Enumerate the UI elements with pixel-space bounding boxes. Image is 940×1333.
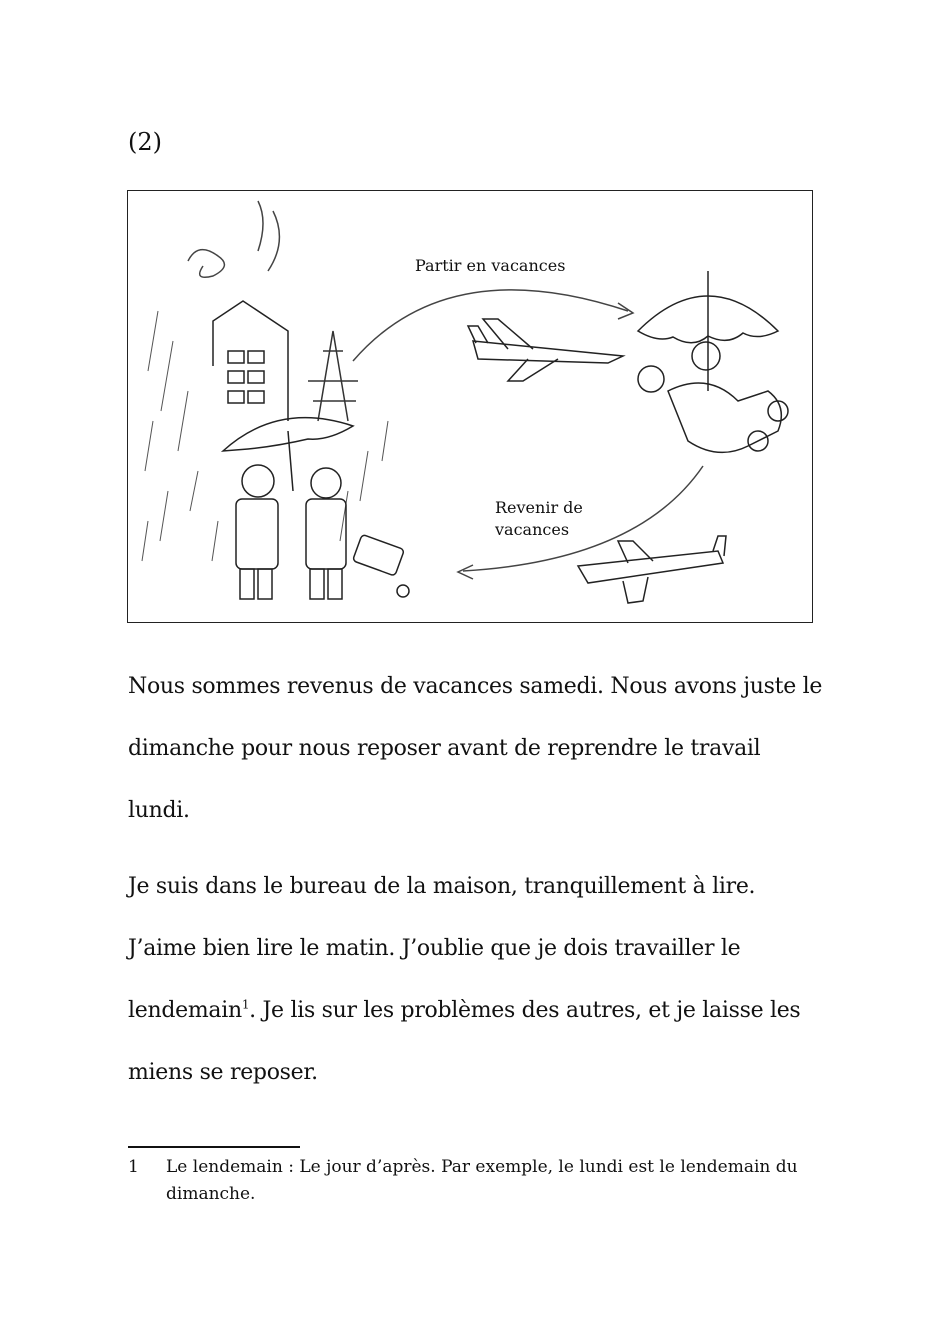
footnote-reference[interactable]: 1 (241, 997, 250, 1012)
house-icon (213, 301, 288, 421)
rain-lines (142, 311, 388, 561)
beach-vacationers (638, 271, 788, 452)
paragraph-2-text-end: . Je lis sur les problèmes des autres, et je laisse les miens se reposer. (128, 998, 801, 1085)
footnote-number: 1 (128, 1157, 139, 1177)
smoke (188, 201, 279, 277)
arrow-partir (353, 290, 628, 361)
paragraph-2 (128, 856, 828, 1104)
airplane-icon-bottom (578, 536, 726, 603)
paragraph-1: Nous sommes revenus de vacances samedi. Nous avons juste le dimanche pour nous reposer avant de reprendre le travail lundi. (128, 674, 823, 823)
label-revenir-de-vacances (495, 497, 605, 541)
couple-with-umbrella (223, 418, 409, 599)
illustration-frame (127, 190, 813, 623)
airplane-icon-top (468, 319, 623, 381)
footnote-separator (128, 1146, 300, 1148)
paragraph-2-text: Je suis dans le bureau de la maison, tranquillement à lire. J’aime bien lire le matin. J’oublie que je dois travailler le lendemain (128, 874, 756, 1023)
label-partir-en-vacances: Partir en vacances (415, 256, 566, 275)
label-revenir-text: Revenir de vacances (495, 498, 583, 539)
tree-icon (308, 331, 358, 421)
section-number: (2) (128, 128, 162, 156)
footnote-text: Le lendemain : Le jour d’après. Par exemple, le lundi est le lendemain du dimanche. (166, 1157, 798, 1204)
